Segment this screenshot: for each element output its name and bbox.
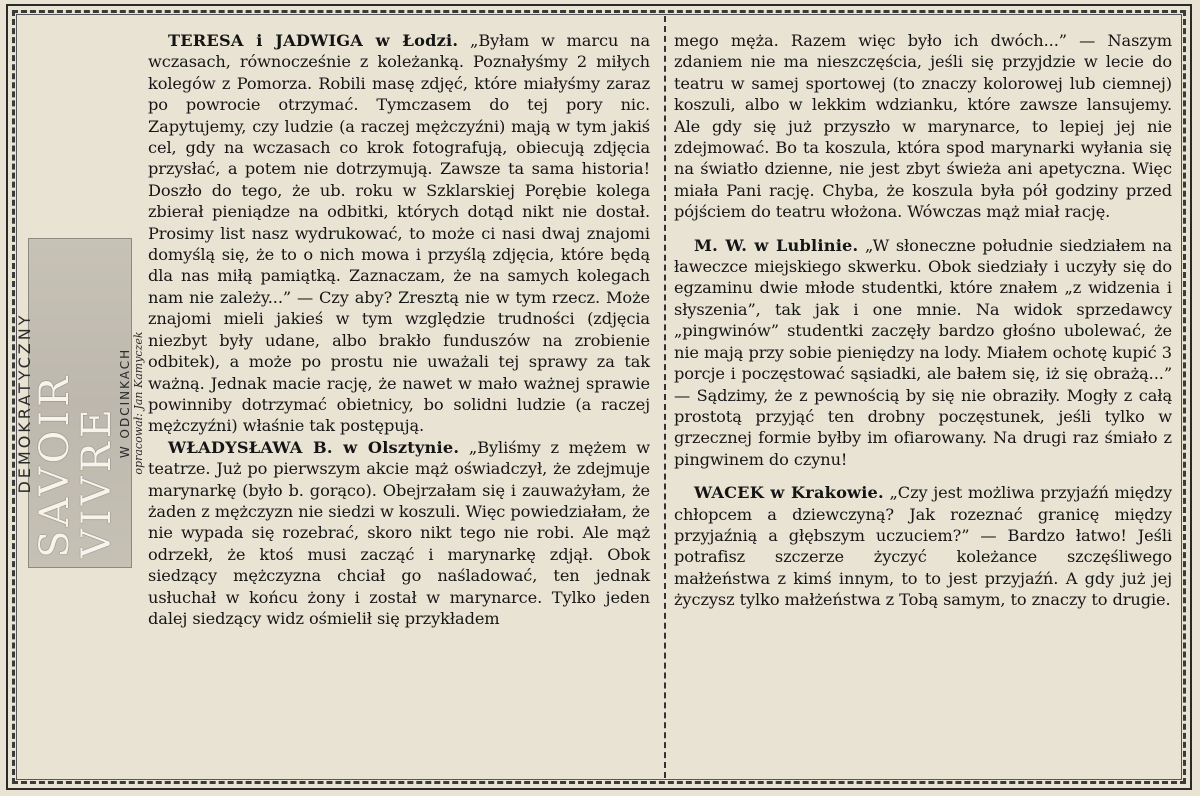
letter-entry: [148, 437, 650, 630]
correspondent-name: WACEK w Krakowie.: [694, 483, 884, 503]
letter-entry: [674, 235, 1172, 470]
letter-entry: [148, 30, 650, 437]
vignette-subtitle: W ODCINKACH: [118, 347, 132, 459]
letter-text: „W słoneczne południe siedziałem na ławeczce miejskiego skwerku. Obok siedziały i uczyły się do egzaminu dwie młode studentki, które znałem „z widzenia i słyszenia”, tak jak i one mnie. Na widok sprzedawcy „pingwinów” studentki zaczęły bardzo głośno ubolewać, że nie mają przy sobie pieniędzy na lody. Miałem ochotę kupić 3 porcje i poczęstować sąsiadki, ale bałem się, iż się obrażą...” — Sądzimy, że z pewnością by się nie obraziły. Mogły z całą prostotą przyjąć ten drobny poczęstunek, jeśli tylko w grzecznej formie byłby im ofiarowany. Na drugi raz śmiało z pingwinem do czynu!: [674, 235, 1172, 469]
letter-text: „Byliśmy z mężem w teatrze. Już po pierwszym akcie mąż oświadczył, że zdejmuje marynarkę (było b. gorąco). Obejrzałam się i zauważyłam, że żaden z mężczyzn nie siedzi w koszuli. Więc powiedziałam, że nie wypada się rozebrać, skoro nikt tego nie robi. Ale mąż odrzekł, że ktoś musi zacząć i marynarkę zdjął. Obok siedzący mężczyzna chciał go naśladować, ten jednak usłuchał w końcu żony i został w marynarce. Tylko jeden dalej siedzący widz ośmielił się przykładem: [148, 437, 650, 628]
left-column: [148, 30, 650, 629]
letter-text: „Czy jest możliwa przyjaźń między chłopcem a dziewczyną? Jak rozeznać granicę między przyjaźnią a głębszym uczuciem?” — Bardzo łatwo! Jeśli potrafisz szczerze życzyć koleżance szczęśliwego małżeństwa z kimś innym, to to jest przyjaźń. A gdy już jej życzysz tylko małżeństwa z Tobą samym, to znaczy to drugie.: [674, 483, 1173, 610]
correspondent-name: M. W. w Lublinie.: [694, 235, 859, 255]
column-divider: [664, 16, 666, 778]
vignette-title: SAVOIR VIVRE: [32, 372, 120, 558]
column-vignette: [15, 238, 145, 568]
vignette-author: opracował: Jan Kamyczek: [132, 331, 145, 475]
correspondent-name: TERESA i JADWIGA w Łodzi.: [168, 31, 459, 50]
letter-entry: [674, 482, 1172, 610]
continued-text: mego męża. Razem więc było ich dwóch...” — Naszym zdaniem nie ma nieszczęścia, jeśli się przyjdzie w lecie do teatru w samej sportowej (to znaczy kolorowej lub ciemnej) koszuli, albo w lekkim wdzianku, które zawsze lansujemy. Ale gdy się już przyszło w marynarce, to lepiej jej nie zdejmować. Bo ta koszula, która spod marynarki wyłania się na światło dzienne, nie jest zbyt świeża ani apetyczna. Więc miała Pani rację. Chyba, że koszula była pół godziny przed pójściem do teatru włożona. Wówczas mąż miał rację.: [674, 31, 1172, 222]
correspondent-name: WŁADYSŁAWA B. w Olsztynie.: [168, 437, 460, 457]
vignette-rotated: [15, 248, 145, 558]
letter-text: „Byłam w marcu na wczasach, równocześnie z koleżanką. Poznałyśmy 2 miłych kolegów z Pomorza. Robili masę zdjęć, które miałyśmy zaraz po powrocie otrzymać. Tymczasem do tej pory nic. Zapytujemy, czy ludzie (a raczej mężczyźni) mają w tym jakiś cel, gdy na wczasach co krok fotografują, obiecują zdjęcia przysłać, a potem nie dotrzymują. Zawsze ta sama historia! Doszło do tego, że ub. roku w Szklarskiej Porębie kolega zbierał pieniądze na odbitki, których dotąd nikt nie dostał. Prosimy list nasz wydrukować, to może ci nasi dwaj znajomi domyślą się, że to o nich mowa i przyślą zdjęcia, które będą dla nas miłą pamiątką. Zaznaczam, że na samych kolegach nam nie zależy...” — Czy aby? Zresztą nie w tym rzecz. Może znajomi mieli jakieś w tym względzie trudności (zdjęcia niezbyt były udane, albo brakło funduszów na zrobienie odbitek), a może po prostu nie uważali tej sprawy za tak ważną. Jednak macie rację, że nawet w mało ważnej sprawie powinniby dotrzymać obietnicy, bo solidni ludzie (a raczej mężczyźni) właśnie tak postępują.: [148, 31, 650, 436]
vignette-top-text: DEMOKRATYCZNY: [15, 312, 34, 494]
right-column: [674, 30, 1172, 611]
spacer: [674, 470, 1172, 482]
spacer: [674, 223, 1172, 235]
